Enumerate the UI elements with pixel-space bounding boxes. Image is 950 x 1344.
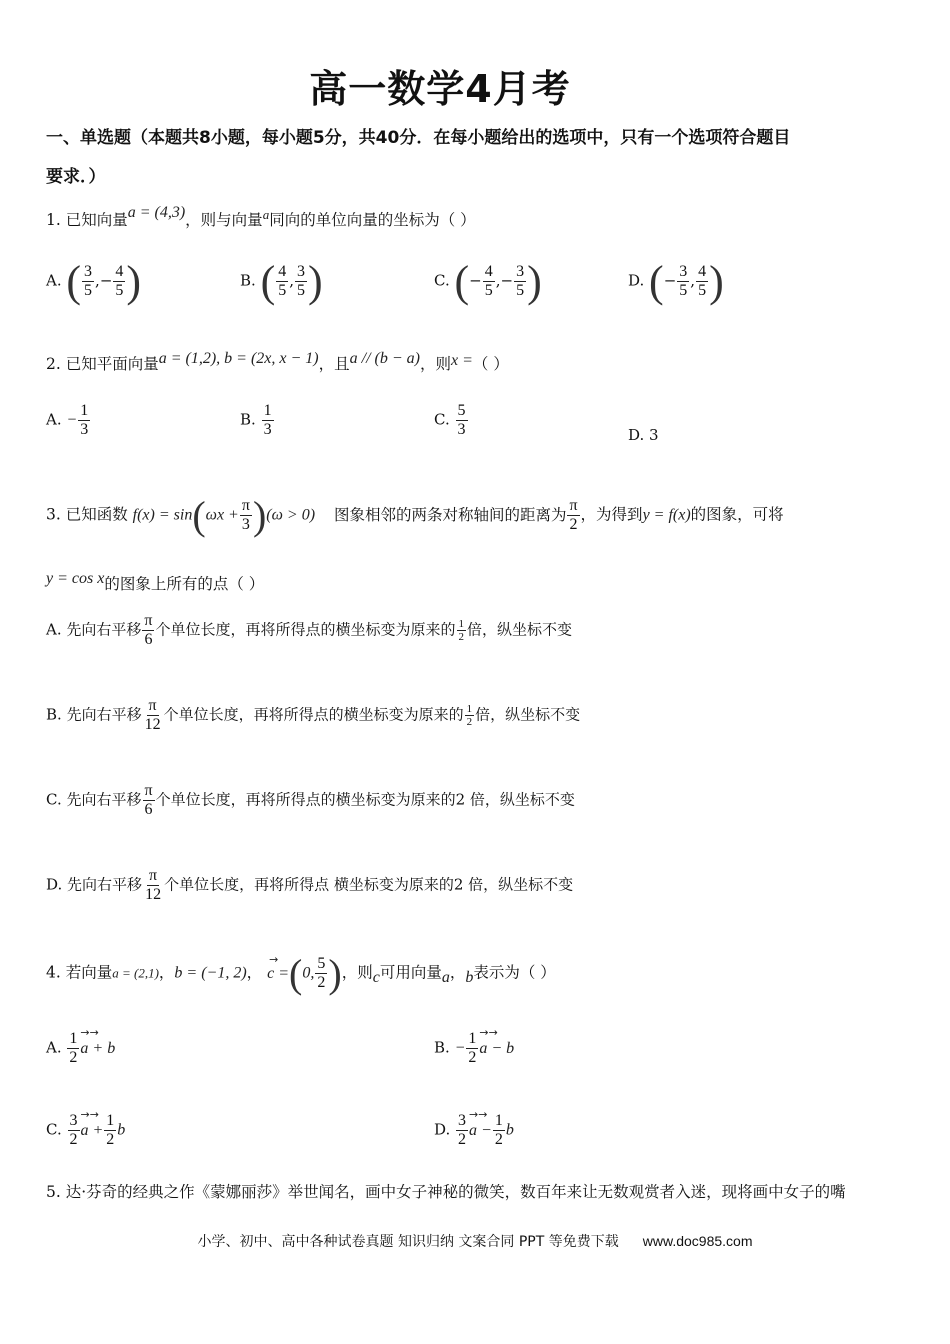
- numerator: 1: [458, 618, 464, 630]
- numerator: 4: [484, 263, 493, 280]
- option-expr-text: b: [505, 1121, 514, 1139]
- sign: −: [500, 271, 514, 290]
- fraction: [276, 263, 288, 300]
- option-expr-text: a + b: [80, 1039, 116, 1057]
- q3-option-c[interactable]: [46, 782, 575, 819]
- numerator: 1: [494, 1112, 503, 1129]
- denominator: 12: [144, 716, 161, 733]
- fraction: [456, 1112, 468, 1149]
- q1-suffix: ，则与向量: [185, 211, 263, 229]
- q4-c-inner: 0,: [302, 964, 315, 982]
- denominator: 2: [458, 631, 464, 643]
- fraction: [240, 497, 252, 534]
- denominator: 5: [516, 282, 525, 299]
- q4-var-b: b: [465, 968, 474, 986]
- numerator: 1: [468, 1030, 477, 1047]
- fraction: [514, 263, 526, 300]
- option-label: C.: [434, 410, 450, 429]
- paren-right: ): [252, 493, 267, 538]
- sign: −: [469, 271, 482, 290]
- fraction: [677, 263, 689, 300]
- q4-var-c: c: [372, 968, 380, 986]
- option-label: A.: [46, 1038, 62, 1057]
- option-text: 先向右平移: [66, 790, 142, 809]
- paren-left: (: [454, 257, 470, 306]
- paren-right: ): [328, 951, 342, 996]
- q4-option-b[interactable]: [434, 1025, 515, 1067]
- denominator: 5: [698, 282, 707, 299]
- q3-inner: ωx +: [205, 506, 239, 524]
- fraction: [295, 263, 307, 300]
- fraction: [142, 612, 154, 649]
- denominator: 2: [466, 716, 473, 728]
- fraction: [82, 263, 94, 300]
- fraction: [483, 263, 495, 300]
- q1-option-b[interactable]: B. ( $\frac{4}{5}$ , $\frac{3}{5}$ ): [240, 257, 323, 306]
- denominator: 2: [69, 1131, 78, 1148]
- sign: −: [99, 271, 113, 290]
- q4-c-def: [267, 952, 290, 982]
- paren-right: ): [126, 257, 142, 306]
- fraction: [262, 402, 274, 439]
- option-text: 先向右平移: [66, 705, 142, 724]
- option-expr-text: a − b: [479, 1039, 515, 1057]
- q4-option-a[interactable]: [46, 1025, 116, 1067]
- paren-left: (: [260, 257, 276, 306]
- q3-text2: ，为得到: [580, 505, 643, 524]
- separator: ，: [158, 963, 175, 982]
- option-text: 个单位长度，再将所得点的横坐标变为原来的: [155, 620, 456, 639]
- q4-math-b: b = (−1, 2): [174, 964, 247, 982]
- numerator: 5: [457, 402, 466, 419]
- q3-line2-text: 的图象上所有的点（ ）: [104, 575, 265, 593]
- fraction: [315, 955, 327, 992]
- q1-var: a: [262, 207, 270, 222]
- numerator: 3: [516, 263, 525, 280]
- question-3: [46, 492, 784, 539]
- option-expr-text: a −: [469, 1121, 492, 1139]
- numerator: 1: [466, 703, 473, 715]
- option-label: B.: [240, 410, 256, 429]
- q2-mid2: ，则: [419, 355, 451, 373]
- denominator: 3: [263, 421, 272, 438]
- q2-option-d[interactable]: [628, 426, 659, 444]
- q2-mid: ，且: [318, 355, 350, 373]
- numerator: 3: [69, 1112, 78, 1129]
- fraction: [78, 402, 90, 439]
- fraction: [465, 703, 475, 728]
- fraction: [493, 1112, 505, 1149]
- option-label: C.: [46, 1120, 62, 1139]
- option-label: A.: [46, 620, 62, 639]
- sign: −: [663, 271, 677, 290]
- option-text: 先向右平移: [67, 875, 143, 894]
- option-label: A.: [46, 271, 62, 290]
- q3-func: f(x) = sin: [132, 506, 193, 524]
- page-title: 高一数学4月考: [309, 67, 571, 111]
- option-label: B.: [240, 271, 256, 290]
- option-expr: [80, 1025, 116, 1057]
- numerator: π: [569, 497, 578, 514]
- q1-option-a[interactable]: A. ( $\frac{3}{5}$ ,− $\frac{4}{5}$ ): [46, 257, 142, 306]
- separator: ，: [449, 963, 466, 982]
- option-expr-text: b: [117, 1121, 126, 1139]
- question-4: [46, 950, 556, 997]
- q3-line2-math: y = cos x: [46, 570, 105, 587]
- numerator: 4: [698, 263, 707, 280]
- numerator: 1: [80, 402, 89, 419]
- option-expr-text: a +: [80, 1121, 104, 1139]
- option-label: D.: [46, 875, 63, 894]
- q1-suffix2: 同向的单位向量的坐标为（ ）: [269, 211, 476, 229]
- denominator: 5: [484, 282, 493, 299]
- q1-prefix: 1. 已知向量: [46, 211, 128, 229]
- q2-math1: a = (1,2), b = (2x, x − 1): [158, 350, 319, 367]
- numerator: 3: [458, 1112, 467, 1129]
- q2-math2: a // (b − a): [349, 350, 420, 367]
- option-text: 2 倍，纵坐标不变: [453, 875, 574, 894]
- denominator: 5: [278, 282, 287, 299]
- q3-option-d[interactable]: [46, 867, 573, 904]
- fraction: [456, 402, 468, 439]
- question-5: 5. 达·芬奇的经典之作《蒙娜丽莎》举世闻名，画中女子神秘的微笑，数百年来让无数观赏者入迷，现将画中女子的嘴: [46, 1183, 846, 1201]
- option-label: B.: [434, 1038, 450, 1057]
- q4-c-var: c =: [267, 964, 290, 982]
- q4-math-a: a = (2,1): [112, 965, 159, 981]
- numerator: 4: [115, 263, 124, 280]
- fraction: [143, 867, 163, 904]
- option-expr: [80, 1107, 104, 1139]
- paren-right: ): [527, 257, 542, 306]
- q3-math-y: y = f(x): [642, 506, 691, 524]
- denominator: 2: [458, 1131, 467, 1148]
- q4-text1: ，则: [341, 963, 373, 982]
- numerator: π: [148, 697, 157, 714]
- paren-left: (: [66, 257, 82, 306]
- vector-arrow-icon: →→: [80, 1025, 99, 1039]
- vector-arrow-icon: →→: [80, 1107, 99, 1121]
- paren-left: (: [649, 257, 664, 306]
- fraction: [67, 1030, 79, 1067]
- numerator: π: [241, 497, 250, 514]
- q3-condition: (ω > 0): [266, 506, 316, 524]
- option-text: 个单位长度，再将所得点的横坐标变为原来的: [155, 790, 456, 809]
- q3-option-a[interactable]: [46, 612, 572, 649]
- denominator: 2: [69, 1049, 78, 1066]
- separator: ，: [246, 963, 263, 982]
- denominator: 3: [457, 421, 466, 438]
- fraction: [143, 782, 155, 819]
- paren-right: ): [308, 257, 323, 306]
- option-label: B.: [46, 705, 62, 724]
- q3-prefix: 3. 已知函数: [46, 505, 128, 524]
- footer-text: 小学、初中、高中各种试卷真题 知识归纳 文案合同 PPT 等免费下载: [197, 1234, 619, 1250]
- numerator: π: [149, 867, 158, 884]
- fraction: [113, 263, 125, 300]
- q4-var-a: a: [441, 968, 450, 986]
- sign: −: [66, 411, 78, 429]
- q3-option-b[interactable]: [46, 697, 580, 734]
- q1-option-c[interactable]: C. (− $\frac{4}{5}$ ,− $\frac{3}{5}$ ): [434, 257, 542, 306]
- fraction: [143, 697, 163, 734]
- fraction: [567, 497, 579, 534]
- q4-option-d[interactable]: [434, 1107, 514, 1149]
- option-text: 倍，纵坐标不变: [475, 705, 581, 724]
- q2-suffix: （ ）: [472, 355, 509, 373]
- numerator: 1: [106, 1112, 115, 1129]
- paren-left: (: [192, 493, 206, 538]
- denominator: 5: [115, 282, 124, 299]
- q2-prefix: 2. 已知平面向量: [46, 355, 159, 373]
- q3-text1: 图象相邻的两条对称轴间的距离为: [333, 505, 567, 524]
- option-label: C.: [434, 271, 450, 290]
- option-text: 个单位长度，再将所得点的横坐标变为原来的: [163, 705, 464, 724]
- option-expr: [469, 1107, 492, 1139]
- q1-option-d[interactable]: D. (− $\frac{3}{5}$ , $\frac{4}{5}$ ): [628, 257, 724, 306]
- option-expr: [479, 1025, 515, 1057]
- denominator: 2: [106, 1131, 115, 1148]
- section-header-line1: 一、单选题（本题共8小题，每小题5分，共40分．在每小题给出的选项中，只有一个选项符合题目: [46, 128, 791, 148]
- question-2: [46, 352, 509, 374]
- q3-text3: 的图象，可将: [690, 505, 784, 524]
- fraction: [466, 1030, 478, 1067]
- fraction: [68, 1112, 80, 1149]
- numerator: π: [144, 612, 153, 629]
- option-text: 个单位长度，再将所得点 横坐标变为原来的: [164, 875, 454, 894]
- denominator: 3: [80, 421, 89, 438]
- q4-option-c[interactable]: [46, 1107, 126, 1149]
- denominator: 12: [145, 886, 162, 903]
- numerator: 5: [317, 955, 326, 972]
- option-text: 先向右平移: [66, 620, 142, 639]
- denominator: 5: [297, 282, 306, 299]
- numerator: 3: [297, 263, 306, 280]
- vector-arrow-icon: →→: [469, 1107, 488, 1121]
- q2-option-b[interactable]: [240, 402, 275, 439]
- q4-prefix: 4. 若向量: [46, 963, 113, 982]
- option-label: D.: [434, 1120, 451, 1139]
- option-text: 2 倍，纵坐标不变: [455, 790, 575, 809]
- vector-arrow-icon: →: [269, 952, 279, 966]
- paren-right: ): [709, 257, 724, 306]
- numerator: 1: [263, 402, 272, 419]
- q2-option-c[interactable]: [434, 402, 469, 439]
- q1-math: a = (4,3): [127, 204, 186, 221]
- question-3-line2: [46, 572, 264, 594]
- denominator: 5: [84, 282, 93, 299]
- footer-site-link[interactable]: www.doc985.com: [642, 1233, 753, 1249]
- fraction: [104, 1112, 116, 1149]
- denominator: 6: [144, 801, 153, 818]
- page-footer: [0, 1231, 950, 1251]
- q2-option-a[interactable]: [46, 402, 91, 439]
- question-1: [46, 204, 476, 230]
- denominator: 2: [494, 1131, 503, 1148]
- denominator: 2: [468, 1049, 477, 1066]
- option-label: D.: [628, 271, 645, 290]
- numerator: 3: [679, 263, 688, 280]
- option-label: D.: [628, 426, 645, 444]
- denominator: 3: [241, 516, 250, 533]
- option-value: 3: [649, 426, 659, 444]
- denominator: 5: [679, 282, 688, 299]
- option-label: C.: [46, 790, 62, 809]
- denominator: 6: [144, 631, 153, 648]
- option-label: A.: [46, 410, 62, 429]
- denominator: 2: [317, 974, 326, 991]
- numerator: π: [144, 782, 153, 799]
- fraction: [696, 263, 708, 300]
- vector-arrow-icon: →→: [479, 1025, 498, 1039]
- numerator: 1: [69, 1030, 78, 1047]
- section-header-line2: 要求．）: [46, 167, 106, 187]
- q2-math3: x =: [451, 352, 473, 369]
- denominator: 2: [569, 516, 578, 533]
- q4-text2: 可用向量: [379, 963, 442, 982]
- q4-text3: 表示为（ ）: [473, 963, 556, 982]
- fraction: [457, 618, 467, 643]
- numerator: 4: [278, 263, 287, 280]
- numerator: 3: [84, 263, 93, 280]
- option-text: 倍，纵坐标不变: [467, 620, 573, 639]
- paren-left: (: [289, 951, 303, 996]
- sign: −: [454, 1039, 466, 1057]
